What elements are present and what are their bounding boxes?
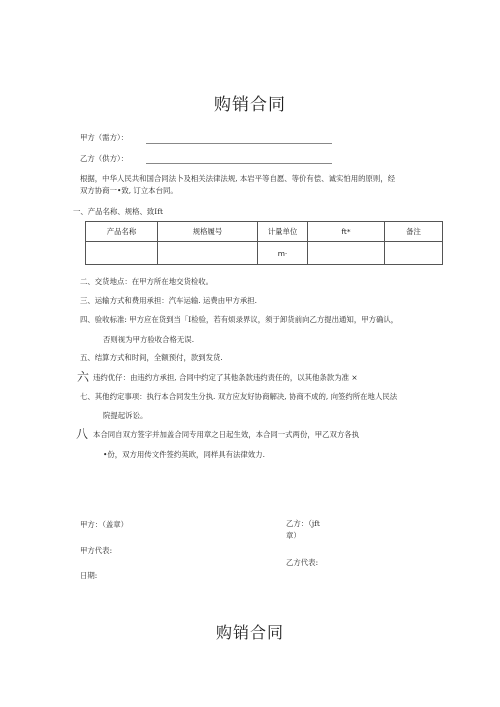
section-8-line-2: •份，双方用传文件签约英欧，同样具有法律效力.	[103, 450, 265, 459]
section-8-line-1: 本合同自双方签字并加盖合同专用章之日起生效，本合同一式两份，甲乙双方各执	[93, 430, 360, 439]
section-7-line-2: 院提起诉讼。	[103, 411, 148, 420]
section-2: 二、交货地点：在甲方所在地交货检收。	[80, 277, 214, 286]
footer-title: 购销合同	[215, 623, 284, 642]
table-cell: m·	[258, 242, 308, 265]
section-4-line-2: 否则视为甲方验收合格无误.	[103, 335, 195, 344]
sign-date: 日期:	[80, 571, 98, 580]
party-a-fill-line	[146, 143, 332, 144]
preamble-line-1: 根据，中华人民共和国合同法卜及相关法律法规, 本岩平等自愿、等价有偿、诚实怕用的原则，经	[80, 174, 396, 183]
table-cell	[158, 242, 258, 265]
party-a-representative: 甲方代表:	[80, 546, 113, 555]
section-3: 三、运输方式和费用承担：汽车运输. 运费由甲方承担.	[80, 296, 258, 305]
party-b-seal-line-2: 章）	[286, 531, 301, 540]
party-b-label: 乙方（供方）：	[80, 154, 129, 163]
party-b-seal-line-1: 乙方：（jft	[286, 519, 320, 528]
header-unit: 计量单位	[258, 222, 308, 242]
table-cell	[308, 242, 385, 265]
table-cell	[86, 242, 158, 265]
party-a-label: 甲方（需方）：	[80, 133, 129, 142]
table-row	[86, 242, 443, 265]
section-6-number: 六	[77, 370, 90, 384]
header-spec-model: 规格履号	[158, 222, 258, 242]
product-table-header-row	[86, 222, 443, 242]
section-6-text: 违约优仔：由违约方承担, 合同中约定了其他条款违约责任的，以其他条款为准 ×	[93, 373, 358, 382]
party-a-seal: 甲方：（盖章）	[80, 520, 129, 529]
header-product-name: 产品名称	[86, 222, 158, 242]
section-1-heading: 一、产品名称、规格、致Ift	[73, 207, 163, 216]
table-cell	[385, 242, 443, 265]
section-8-number: 八	[76, 427, 89, 441]
header-quantity: ft*	[308, 222, 385, 242]
party-b-representative: 乙方代表:	[286, 558, 319, 567]
section-7-line-1: 七、其他约定事项：执行本合同发生分执. 双方应友好协商解决, 协商不成的, 向签约所在地人民法	[80, 392, 398, 401]
document-title: 购销合同	[214, 95, 286, 115]
section-4-line-1: 四、验收标准: 甲方应在货到当「I检验，若有烦录界议，须于卸货前向乙方提出通知，甲方确认，	[80, 315, 399, 324]
product-table	[85, 221, 443, 265]
section-5: 五、结算方式和时间，全额预付，款到发货.	[80, 353, 223, 362]
header-remarks: 备注	[385, 222, 443, 242]
preamble-line-2: 双方协商一•致, 订立本台同。	[80, 186, 178, 195]
party-b-fill-line	[146, 163, 332, 164]
